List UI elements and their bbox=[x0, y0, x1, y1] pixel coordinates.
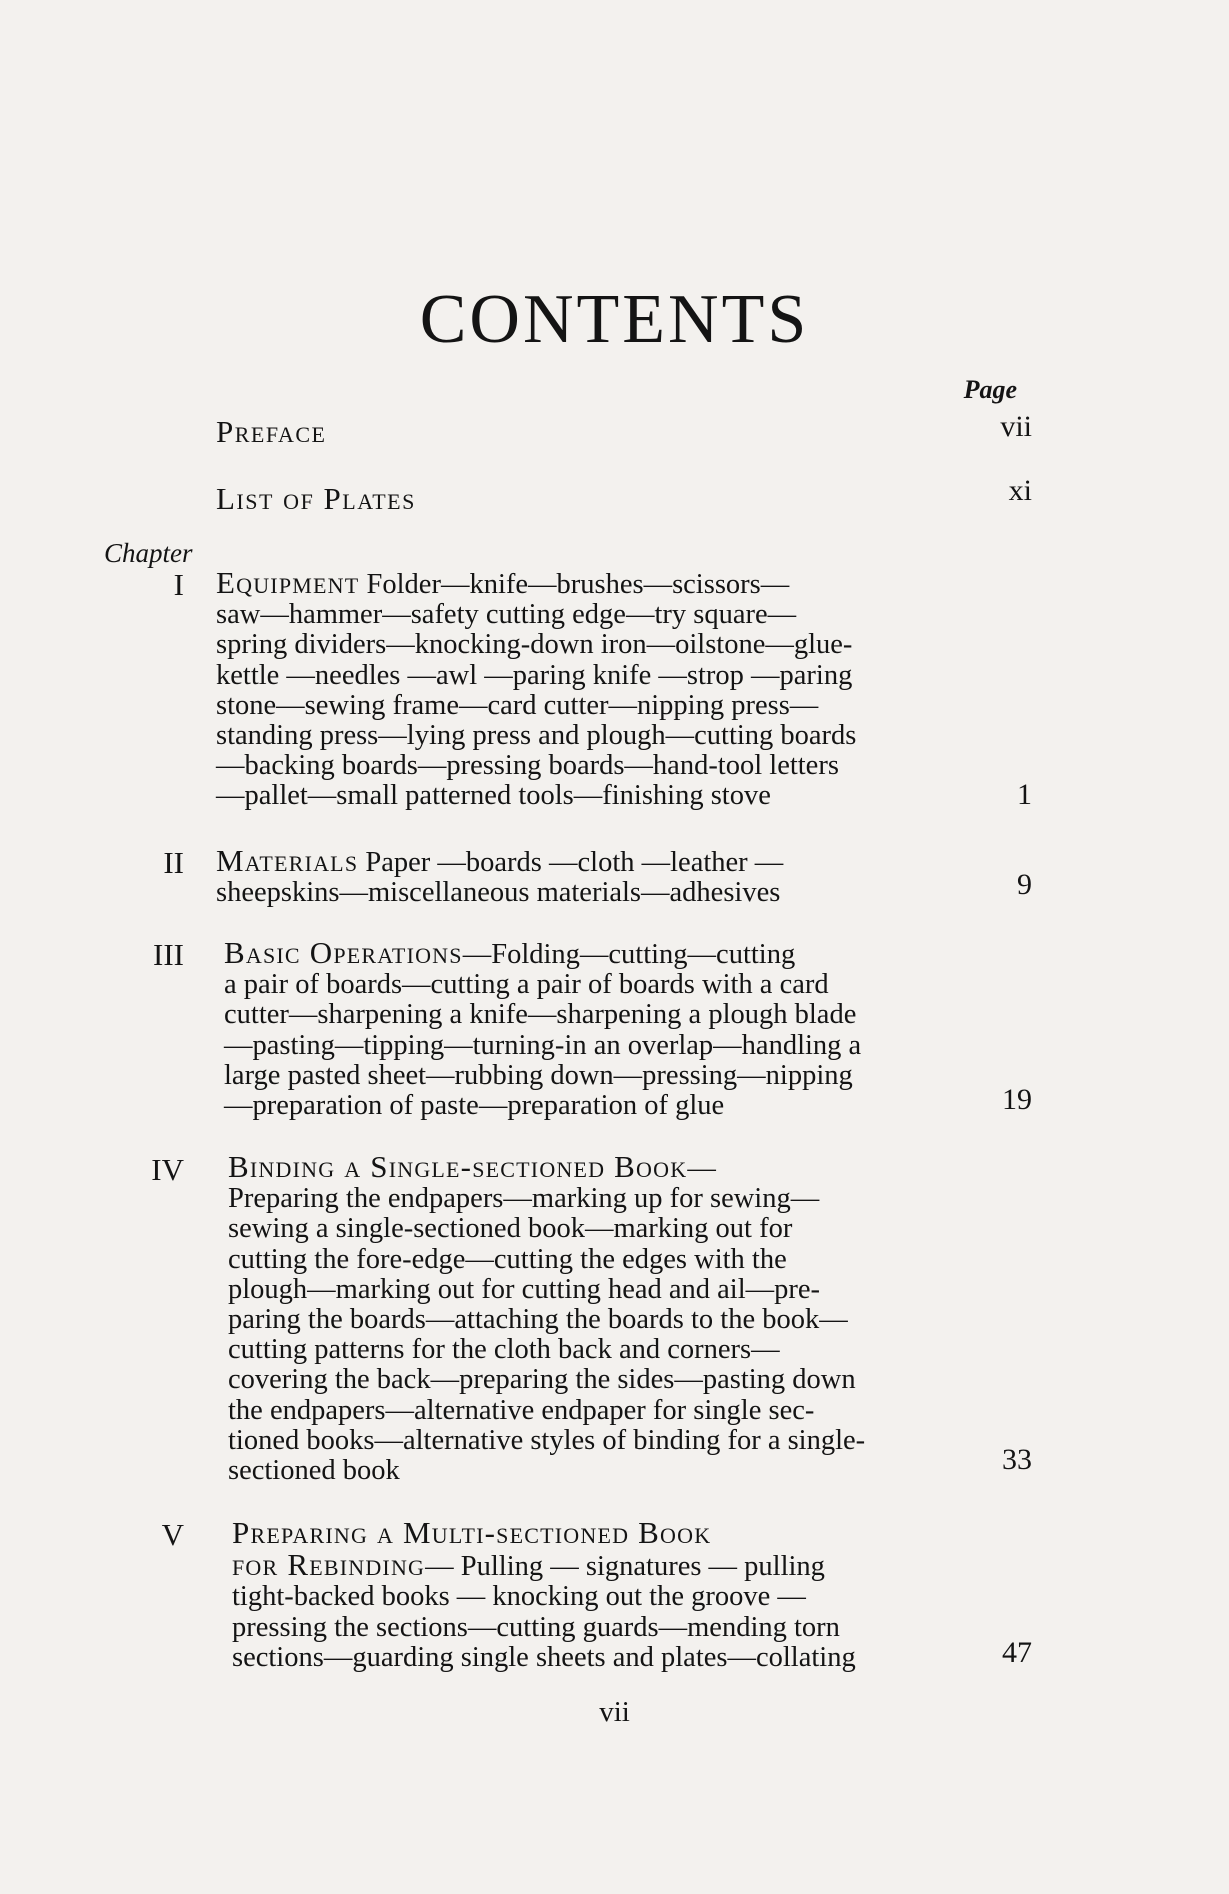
page-folio: vii bbox=[599, 1696, 630, 1728]
chapter-description: Materials Paper —boards —cloth —leather — sheepskins—miscellaneous materials—adhesives bbox=[216, 843, 784, 909]
prelim-list-of-plates: List of Plates bbox=[216, 481, 416, 516]
chapter-heading: Equipment bbox=[216, 565, 360, 600]
page-title: CONTENTS bbox=[419, 281, 810, 358]
chapter-page: 47 bbox=[1002, 1636, 1032, 1669]
chapter-page: 9 bbox=[1017, 868, 1032, 901]
chapter-column-header: Chapter bbox=[104, 538, 193, 568]
chapter-numeral: I bbox=[173, 567, 184, 602]
chapter-heading: Basic Operations bbox=[224, 935, 463, 970]
chapter-page: 1 bbox=[1017, 778, 1032, 811]
chapter-page: 33 bbox=[1002, 1443, 1032, 1476]
chapter-numeral: V bbox=[161, 1517, 184, 1552]
chapter-description: Preparing a Multi-sectioned Book for Rebinding— Pulling — signatures — pulling tight-backed books — knocking out the groove — pressing the sections—cutting guards—mending torn sections—guarding single sheets and plates—collating bbox=[232, 1515, 856, 1673]
chapter-numeral: IV bbox=[151, 1152, 184, 1187]
chapter-heading: Preparing a Multi-sectioned Book bbox=[232, 1515, 712, 1550]
chapter-numeral: III bbox=[153, 937, 184, 972]
chapter-page: 19 bbox=[1002, 1083, 1032, 1116]
prelim-preface: Preface bbox=[216, 414, 327, 449]
prelim-preface-page: vii bbox=[1000, 410, 1032, 443]
chapter-heading: Materials bbox=[216, 843, 359, 878]
chapter-numeral: II bbox=[163, 845, 184, 880]
prelim-list-of-plates-page: xi bbox=[1008, 474, 1032, 507]
chapter-heading-continued: for Rebinding bbox=[232, 1547, 426, 1583]
chapter-heading: Binding a Single-sectioned Book bbox=[228, 1149, 688, 1184]
chapter-description: Binding a Single-sectioned Book— Preparing the endpapers—marking up for sewing— sewing a single-sectioned book—marking out for cutting the fore-edge—cutting the edges with the plough—marking out for cutting head and ail—pre- paring the boards—attaching the boards to the book— cutting patterns for the cloth back and corners— covering the back—preparing the sides—pasting down the endpapers—alternative endpaper for single sec- tioned books—alternative styles of binding for a single- sectioned book bbox=[228, 1149, 866, 1487]
page-column-header: Page bbox=[963, 375, 1017, 404]
chapter-description: Basic Operations—Folding—cutting—cutting a pair of boards—cutting a pair of boards with a card cutter—sharpening a knife—sharpening a plough blade —pasting—tipping—turning-in an overlap—handling a large pasted sheet—rubbing down—pressing—nipping —preparation of paste—preparation of glue bbox=[224, 935, 862, 1122]
chapter-description: Equipment Folder—knife—brushes—scissors— saw—hammer—safety cutting edge—try square— spring dividers—knocking-down iron—oilstone—glue- kettle —needles —awl —paring knife —strop —paring stone—sewing frame—card cutter—nipping press— standing press—lying press and plough—cutting boards —backing boards—pressing boards—hand-tool letters —pallet—small patterned tools—finishing stove bbox=[216, 565, 857, 812]
